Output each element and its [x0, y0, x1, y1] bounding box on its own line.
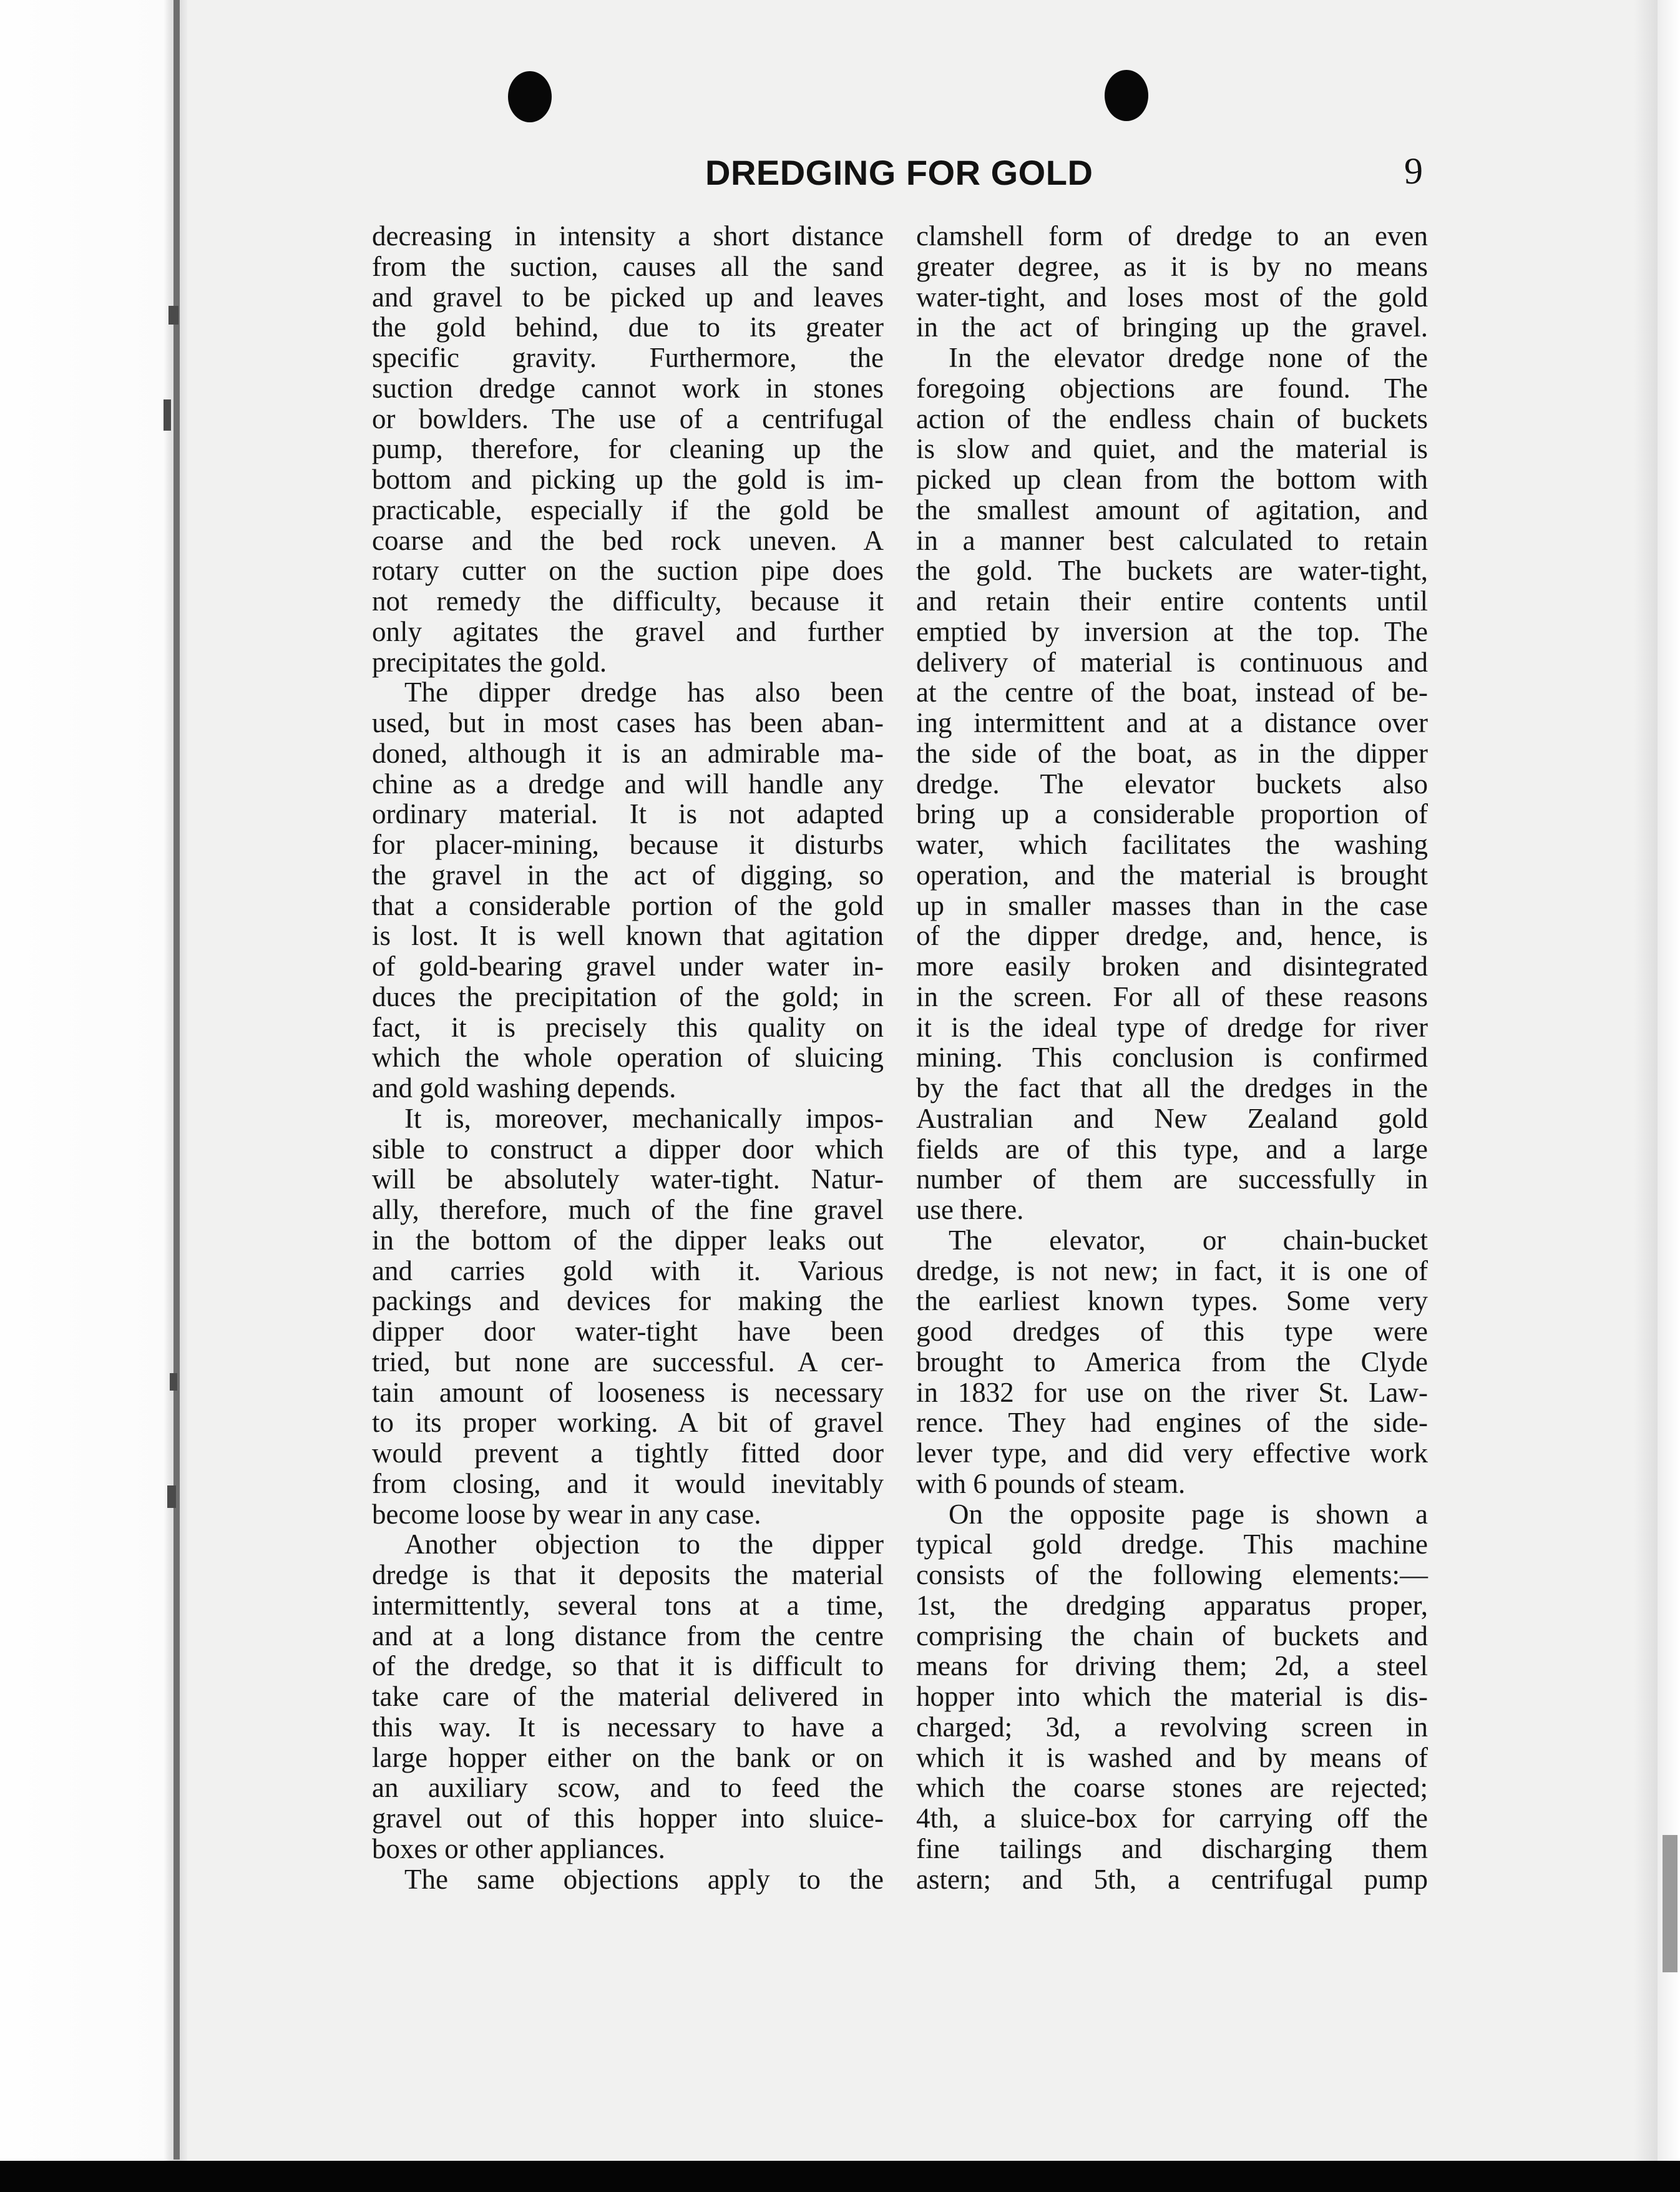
text-line: an auxiliary scow, and to feed the: [372, 1772, 884, 1804]
text-line: of gold-bearing gravel under water in-: [372, 951, 884, 982]
text-line: would prevent a tightly fitted door: [372, 1437, 884, 1469]
punch-hole: [508, 71, 552, 122]
text-line: and gold washing depends.: [372, 1072, 676, 1103]
scan-bottom-border: [0, 2161, 1680, 2192]
text-line: the gravel in the act of digging, so: [372, 859, 884, 891]
text-line: clamshell form of dredge to an even: [916, 220, 1428, 252]
page-number: 9: [1404, 150, 1423, 192]
text-line: at the centre of the boat, instead of be-: [916, 677, 1428, 708]
text-line: up in smaller masses than in the case: [916, 889, 1428, 921]
text-line: bring up a considerable proportion of: [916, 798, 1428, 830]
text-line: the smallest amount of agitation, and: [916, 494, 1428, 526]
text-line: emptied by inversion at the top. The: [916, 615, 1428, 647]
text-line: The elevator, or chain-bucket: [949, 1224, 1428, 1256]
text-line: rence. They had engines of the side-: [916, 1407, 1428, 1439]
text-line: 1st, the dredging apparatus proper,: [916, 1589, 1428, 1621]
text-line: ing intermittent and at a distance over: [916, 707, 1428, 738]
text-line: pump, therefore, for cleaning up the: [372, 433, 884, 465]
text-line: and at a long distance from the centre: [372, 1620, 884, 1651]
text-line: The same objections apply to the: [404, 1863, 884, 1895]
running-head: DREDGING FOR GOLD: [705, 153, 1093, 192]
text-line: the side of the boat, as in the dipper: [916, 737, 1428, 769]
text-line: the gold. The buckets are water-tight,: [916, 555, 1428, 587]
text-line: only agitates the gravel and further: [372, 615, 884, 647]
text-line: astern; and 5th, a centrifugal pump: [916, 1863, 1428, 1895]
text-line: and retain their entire contents until: [916, 585, 1428, 617]
text-line: and carries gold with it. Various: [372, 1255, 884, 1286]
text-line: in 1832 for use on the river St. Law-: [916, 1376, 1428, 1408]
text-line: it is the ideal type of dredge for river: [916, 1011, 1428, 1043]
text-line: in the bottom of the dipper leaks out: [372, 1224, 884, 1256]
text-line: number of them are successfully in: [916, 1163, 1428, 1195]
scan-mark: [164, 399, 171, 431]
text-line: tain amount of looseness is necessary: [372, 1376, 884, 1408]
text-line: comprising the chain of buckets and: [916, 1620, 1428, 1651]
text-line: from closing, and it would inevitably: [372, 1467, 884, 1499]
text-line: dredge. The elevator buckets also: [916, 768, 1428, 800]
text-line: use there.: [916, 1194, 1024, 1225]
text-line: fact, it is precisely this quality on: [372, 1011, 884, 1043]
text-line: good dredges of this type were: [916, 1316, 1428, 1347]
text-line: fine tailings and discharging them: [916, 1832, 1428, 1864]
text-line: greater degree, as it is by no means: [916, 250, 1428, 282]
text-line: specific gravity. Furthermore, the: [372, 342, 884, 373]
text-line: in the screen. For all of these reasons: [916, 981, 1428, 1012]
text-line: duces the precipitation of the gold; in: [372, 981, 884, 1012]
text-line: of the dredge, so that it is difficult to: [372, 1650, 884, 1682]
text-line: from the suction, causes all the sand: [372, 250, 884, 282]
text-line: suction dredge cannot work in stones: [372, 372, 884, 404]
page-binding-edge: [0, 0, 187, 2192]
text-line: practicable, especially if the gold be: [372, 494, 884, 526]
text-line: decreasing in intensity a short distance: [372, 220, 884, 252]
text-line: packings and devices for making the: [372, 1285, 884, 1317]
text-line: with 6 pounds of steam.: [916, 1467, 1186, 1499]
text-line: precipitates the gold.: [372, 646, 607, 678]
text-line: fields are of this type, and a large: [916, 1133, 1428, 1165]
text-line: the earliest known types. Some very: [916, 1285, 1428, 1317]
scan-mark: [167, 1485, 176, 1508]
text-line: charged; 3d, a revolving screen in: [916, 1711, 1428, 1743]
text-line: rotary cutter on the suction pipe does: [372, 555, 884, 587]
text-line: brought to America from the Clyde: [916, 1346, 1428, 1377]
text-line: and gravel to be picked up and leaves: [372, 281, 884, 313]
text-line: will be absolutely water-tight. Natur-: [372, 1163, 884, 1195]
text-line: is lost. It is well known that agitation: [372, 920, 884, 952]
text-line: in the act of bringing up the gravel.: [916, 311, 1428, 343]
text-line: is slow and quiet, and the material is: [916, 433, 1428, 465]
text-line: operation, and the material is brought: [916, 859, 1428, 891]
text-line: lever type, and did very effective work: [916, 1437, 1428, 1469]
page-right-shadow: [1634, 0, 1658, 2192]
text-line: gravel out of this hopper into sluice-: [372, 1803, 884, 1834]
text-line: bottom and picking up the gold is im-: [372, 464, 884, 495]
text-line: which the whole operation of sluicing: [372, 1042, 884, 1074]
text-line: or bowlders. The use of a centrifugal: [372, 403, 884, 434]
text-line: by the fact that all the dredges in the: [916, 1072, 1428, 1103]
text-line: in a manner best calculated to retain: [916, 524, 1428, 556]
text-line: used, but in most cases has been aban-: [372, 707, 884, 738]
text-line: In the elevator dredge none of the: [949, 342, 1428, 373]
text-line: delivery of material is continuous and: [916, 646, 1428, 678]
text-line: water, which facilitates the washing: [916, 829, 1428, 860]
text-line: tried, but none are successful. A cer-: [372, 1346, 884, 1377]
text-line: consists of the following elements:—: [916, 1559, 1428, 1590]
text-line: which the coarse stones are rejected;: [916, 1772, 1428, 1804]
text-line: to its proper working. A bit of gravel: [372, 1407, 884, 1439]
text-line: hopper into which the material is dis-: [916, 1681, 1428, 1712]
scan-mark: [170, 1373, 177, 1391]
text-line: intermittently, several tons at a time,: [372, 1589, 884, 1621]
text-line: large hopper either on the bank or on: [372, 1741, 884, 1773]
text-line: the gold behind, due to its greater: [372, 311, 884, 343]
text-line: water-tight, and loses most of the gold: [916, 281, 1428, 313]
text-line: typical gold dredge. This machine: [916, 1529, 1428, 1560]
scan-mark: [1663, 1835, 1678, 1972]
text-line: means for driving them; 2d, a steel: [916, 1650, 1428, 1682]
text-line: coarse and the bed rock uneven. A: [372, 524, 884, 556]
text-line: of the dipper dredge, and, hence, is: [916, 920, 1428, 952]
text-line: more easily broken and disintegrated: [916, 951, 1428, 982]
scan-mark: [168, 306, 178, 325]
text-line: dredge is that it deposits the material: [372, 1559, 884, 1590]
text-line: dredge, is not new; in fact, it is one of: [916, 1255, 1428, 1286]
text-line: foregoing objections are found. The: [916, 372, 1428, 404]
text-line: Another objection to the dipper: [404, 1529, 884, 1560]
text-line: On the opposite page is shown a: [949, 1498, 1428, 1530]
punch-hole: [1105, 70, 1148, 121]
text-line: which it is washed and by means of: [916, 1741, 1428, 1773]
text-column-left: [372, 221, 884, 1894]
text-line: action of the endless chain of buckets: [916, 403, 1428, 434]
text-line: picked up clean from the bottom with: [916, 464, 1428, 495]
text-line: this way. It is necessary to have a: [372, 1711, 884, 1743]
text-line: not remedy the difficulty, because it: [372, 585, 884, 617]
text-line: ordinary material. It is not adapted: [372, 798, 884, 830]
text-line: for placer-mining, because it disturbs: [372, 829, 884, 860]
text-line: It is, moreover, mechanically impos-: [404, 1102, 884, 1134]
text-line: ally, therefore, much of the fine gravel: [372, 1194, 884, 1225]
text-line: sible to construct a dipper door which: [372, 1133, 884, 1165]
text-line: that a considerable portion of the gold: [372, 889, 884, 921]
text-line: doned, although it is an admirable ma-: [372, 737, 884, 769]
text-line: become loose by wear in any case.: [372, 1498, 761, 1530]
text-line: mining. This conclusion is confirmed: [916, 1042, 1428, 1074]
text-line: take care of the material delivered in: [372, 1681, 884, 1712]
text-line: The dipper dredge has also been: [404, 677, 884, 708]
text-column-right: [916, 221, 1428, 1894]
text-line: dipper door water-tight have been: [372, 1316, 884, 1347]
text-line: chine as a dredge and will handle any: [372, 768, 884, 800]
text-line: Australian and New Zealand gold: [916, 1102, 1428, 1134]
text-line: 4th, a sluice-box for carrying off the: [916, 1803, 1428, 1834]
text-line: boxes or other appliances.: [372, 1832, 665, 1864]
